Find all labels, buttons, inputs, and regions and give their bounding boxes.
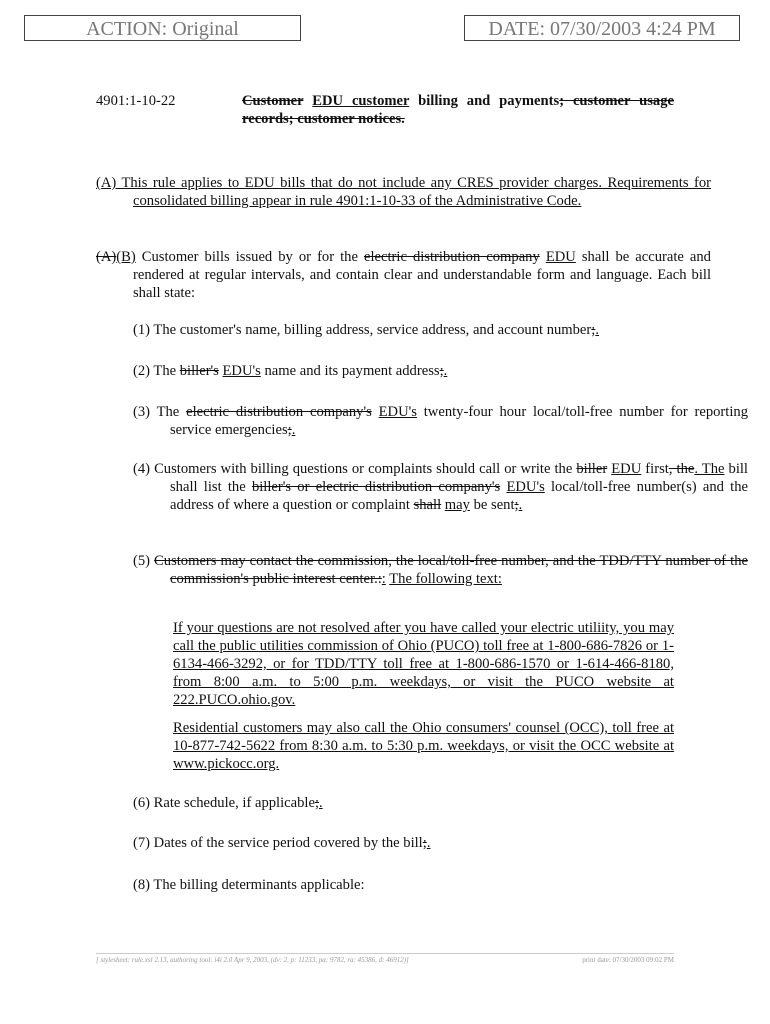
inserted-text: EDU's [378, 404, 417, 420]
inserted-text: . [518, 497, 523, 513]
inserted-text: may [444, 497, 470, 513]
deleted-text: ; customer usage records; customer notices. [242, 93, 674, 127]
deleted-text: (A) [96, 249, 117, 265]
text-run: local/toll-free number(s) and the address of where a question or complaint [170, 479, 749, 513]
list-item-7 [133, 834, 748, 852]
inserted-text: (B) [116, 249, 136, 265]
text-run [303, 93, 312, 109]
deleted-text: biller [576, 461, 608, 477]
list-item-6 [133, 794, 748, 812]
puco-notice-block [96, 619, 674, 709]
footer-print-date: print date: 07/30/2003 09:02 PM [582, 956, 674, 964]
deleted-text: shall [413, 497, 442, 513]
footer-stylesheet-info: [ stylesheet: rule.xsl 2.13, authoring tool: i4i 2.0 Apr 9, 2003, (dv: 2, p: 11233, pa: 9782, ra: 45386, d: 46912)] [96, 956, 409, 964]
inserted-text: The following text: [389, 571, 502, 587]
text-run: (1) The customer's name, billing address, service address, and account number [133, 322, 592, 338]
date-label: DATE: 07/30/2003 4:24 PM [488, 18, 716, 40]
deleted-text: ; [287, 422, 292, 438]
text-run: bill shall list the [170, 461, 748, 495]
inserted-text: . [443, 363, 448, 379]
action-label: ACTION: Original [86, 18, 239, 40]
list-item-5 [133, 552, 748, 588]
text-run: shall be accurate and rendered at regular intervals, and contain clear and understandable form and language. Each bill shall state: [133, 249, 711, 301]
text-run: be sent [469, 497, 515, 513]
rule-number: 4901:1-10-22 [96, 93, 176, 109]
deleted-text: electric distribution company [363, 249, 540, 265]
action-header-box [24, 15, 301, 41]
puco-notice-text [173, 619, 674, 709]
inserted-text: . [595, 322, 599, 338]
text-run: billing and payments [409, 93, 560, 109]
text-run: (8) The billing determinants applicable: [133, 877, 365, 893]
deleted-text: electric distribution company's [186, 404, 372, 420]
inserted-text: EDU's [222, 363, 261, 379]
deleted-text: ; [314, 795, 319, 811]
inserted-text: . [426, 835, 431, 851]
deleted-text: ; [514, 497, 519, 513]
date-header-box [464, 15, 740, 41]
deleted-text: Customer [242, 93, 304, 109]
paragraph-b [96, 248, 711, 302]
deleted-text: ; [439, 363, 444, 379]
inserted-text: : [381, 571, 386, 587]
deleted-text: biller's [179, 363, 219, 379]
deleted-text: biller's or electric distribution company's [251, 479, 501, 495]
list-item-1 [133, 321, 748, 339]
deleted-text: Customers may contact the commission, the local/toll-free number, and the TDD/TTY number of the commission's public interest center.: [154, 553, 748, 587]
text-run: name and its payment address [260, 363, 440, 379]
list-item-4 [133, 460, 748, 514]
deleted-text: ; [591, 322, 596, 338]
paragraph-a [96, 174, 711, 210]
text-run: (4) Customers with billing questions or complaints should call or write the [133, 461, 577, 477]
occ-notice-text [173, 719, 674, 773]
rule-title [242, 92, 674, 128]
inserted-text: EDU customer [312, 93, 410, 109]
inserted-text: (A) This rule applies to EDU bills that do not include any CRES provider charges. Requirements for consolidated billing appear in rule 4901:1-10-33 of the Administrative Code. [96, 175, 711, 209]
occ-notice-block [96, 719, 674, 773]
inserted-text: If your questions are not resolved after you have called your electric utiliity, you may call the public utilities commission of Ohio (PUCO) toll free at 1-800-686-7826 or 1-6134-466-3292, or for TDD/TTY toll free at 1-800-686-1570 or 1-614-466-8180, from 8:00 a.m. to 5:00 p.m. weekdays, or visit the PUCO website at 222.PUCO.ohio.gov. [173, 620, 674, 708]
list-item-3 [133, 403, 748, 439]
text-run: (2) The [133, 363, 180, 379]
inserted-text: EDU [611, 461, 642, 477]
text-run: (6) Rate schedule, if applicable [133, 795, 315, 811]
text-run: (5) [133, 553, 155, 569]
text-run: (7) Dates of the service period covered by the bill [133, 835, 423, 851]
text-run [372, 404, 379, 420]
text-run: (3) The [133, 404, 187, 420]
text-run: Customer bills issued by or for the [135, 249, 364, 265]
deleted-text: , the [668, 461, 695, 477]
inserted-text: . [319, 795, 323, 811]
footer-divider [96, 953, 674, 954]
text-run: twenty-four hour local/toll-free number for reporting service emergencies [170, 404, 748, 438]
inserted-text: . The [694, 461, 725, 477]
list-item-2 [133, 362, 748, 380]
inserted-text: Residential customers may also call the Ohio consumers' counsel (OCC), toll free at 10-877-742-5622 from 8:30 a.m. to 5:30 p.m. weekdays, or visit the OCC website at www.pickocc.org. [173, 720, 674, 772]
deleted-text: ; [422, 835, 427, 851]
text-run: first [641, 461, 669, 477]
inserted-text: . [291, 422, 296, 438]
inserted-text: EDU's [506, 479, 545, 495]
inserted-text: EDU [545, 249, 576, 265]
list-item-8 [133, 876, 748, 894]
